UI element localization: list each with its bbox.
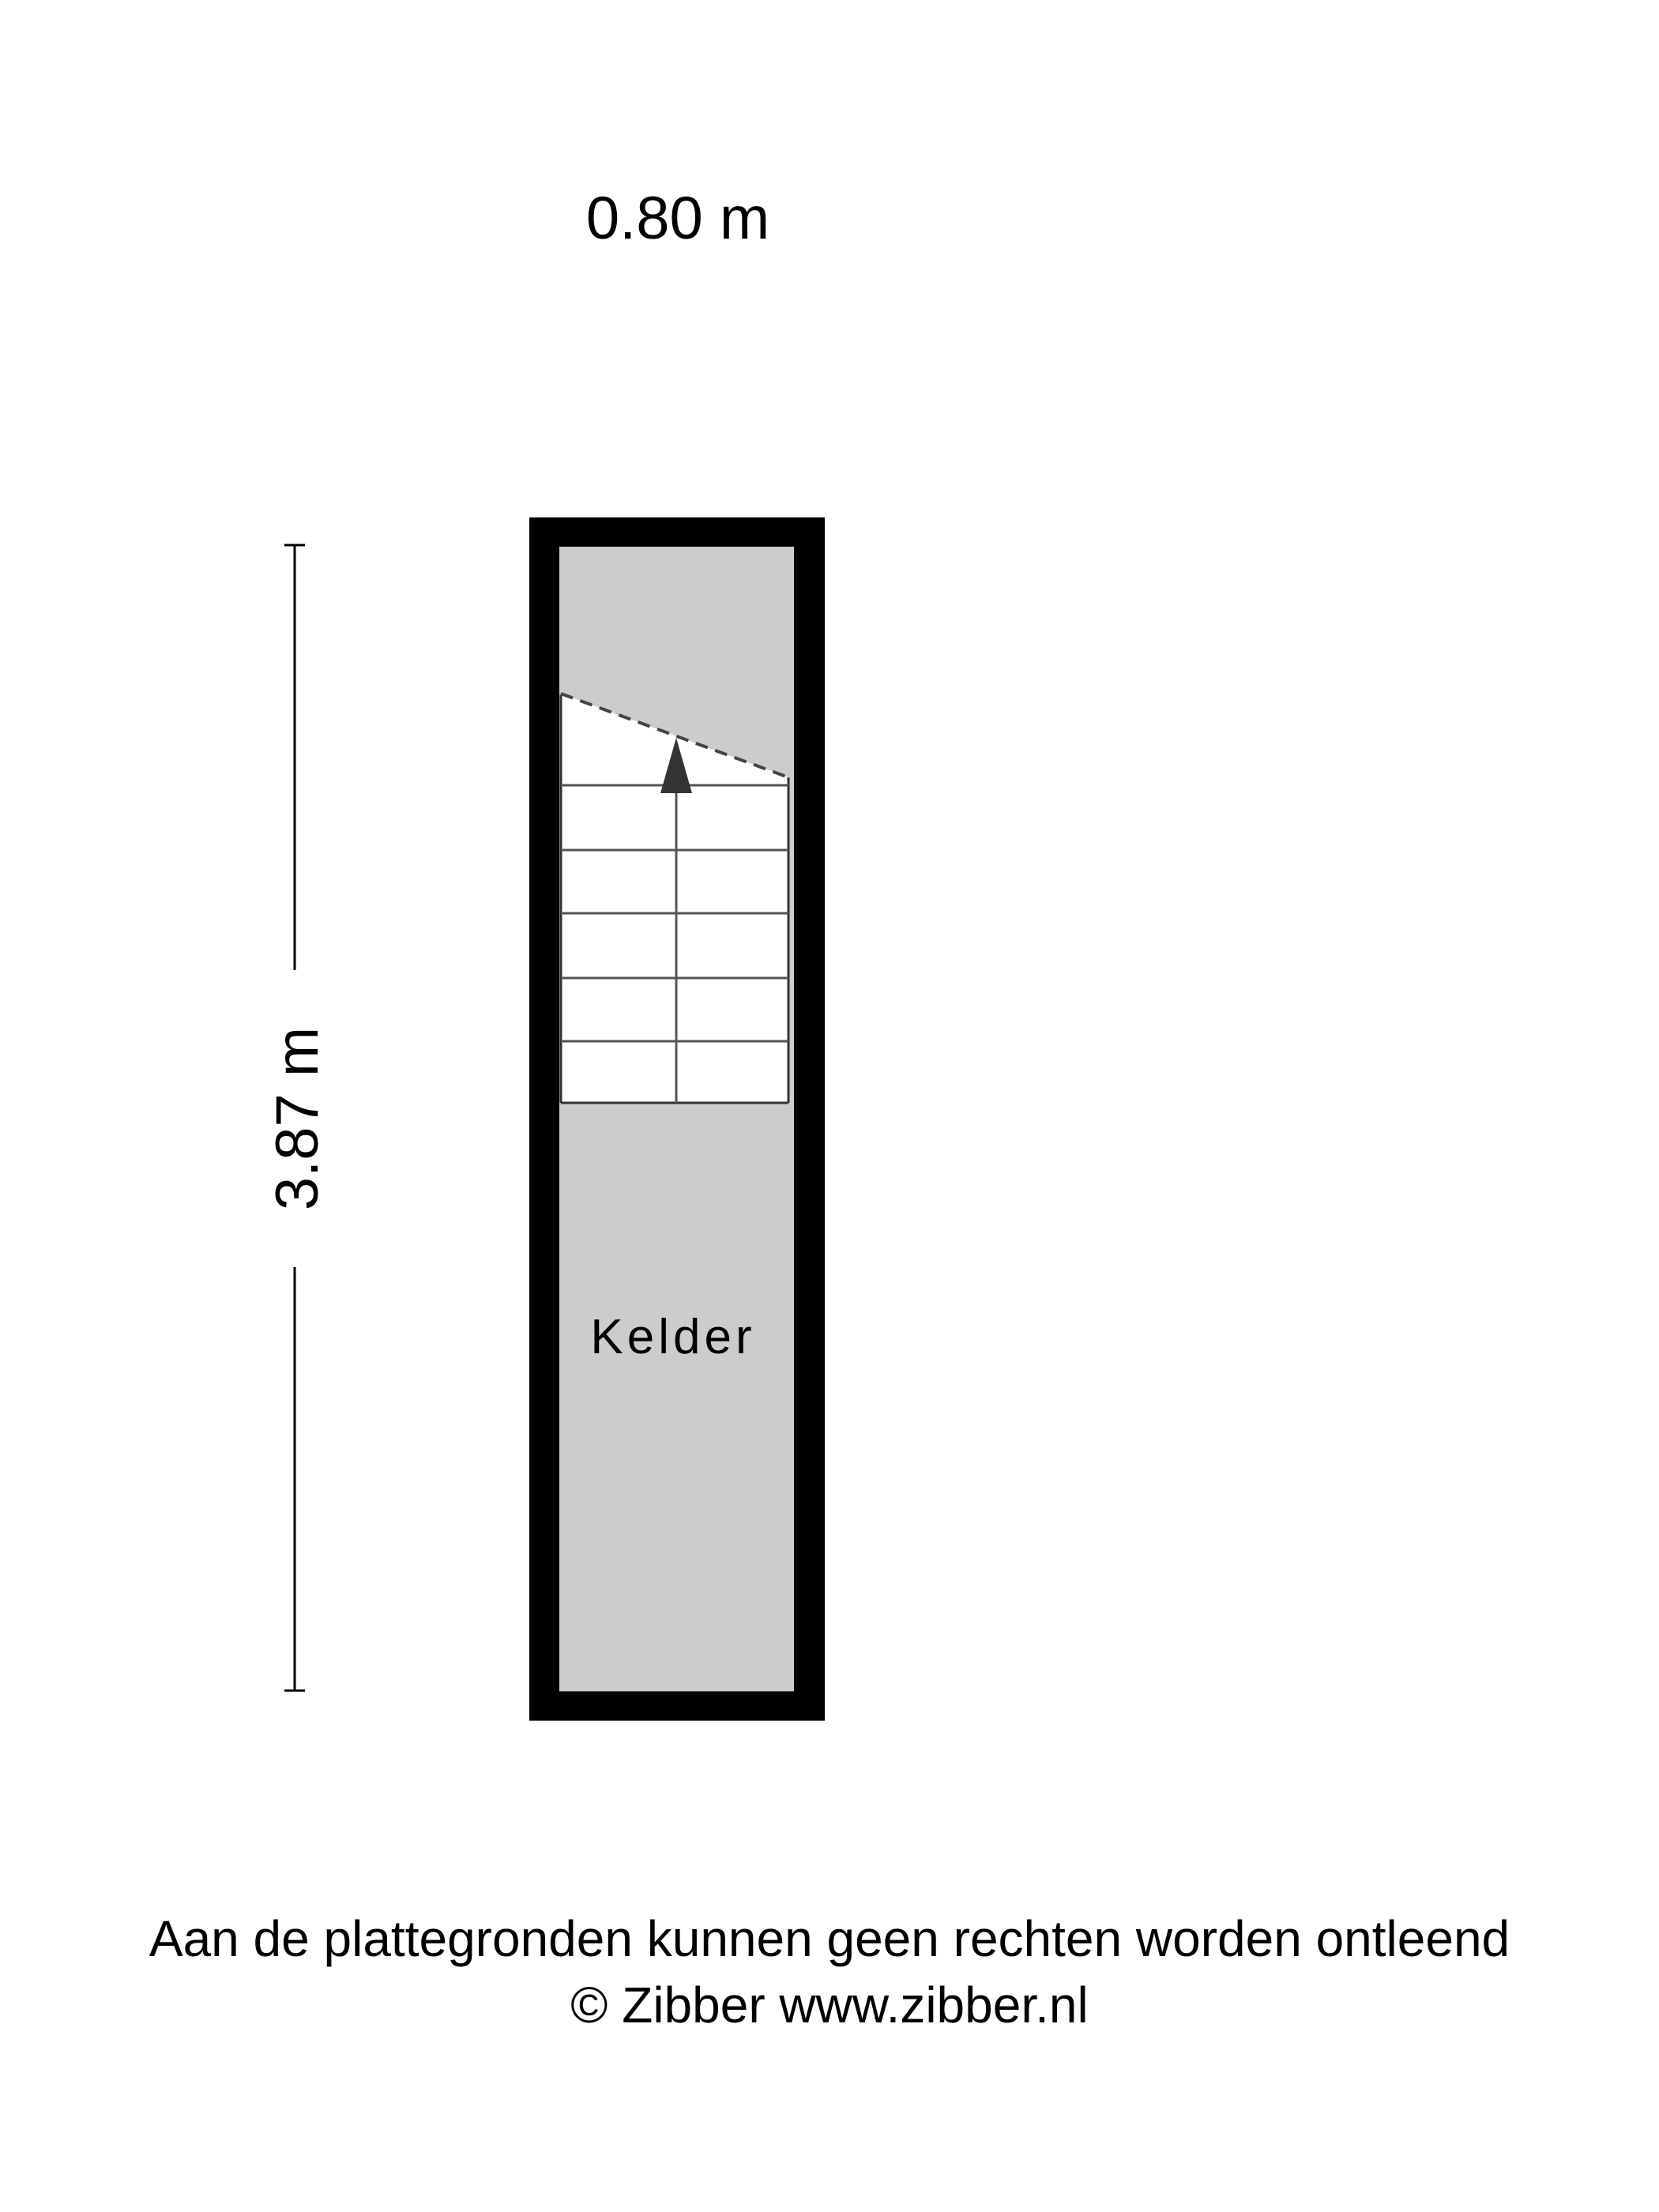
width-dimension-label: 0.80 m [585,185,770,252]
disclaimer-text: Aan de plattegronden kunnen geen rechten worden ontleend [149,1910,1510,1967]
room-label: Kelder [590,1310,756,1364]
copyright-text: © Zibber www.zibber.nl [570,1977,1089,2033]
length-dimension-label: 3.87 m [264,1026,331,1211]
